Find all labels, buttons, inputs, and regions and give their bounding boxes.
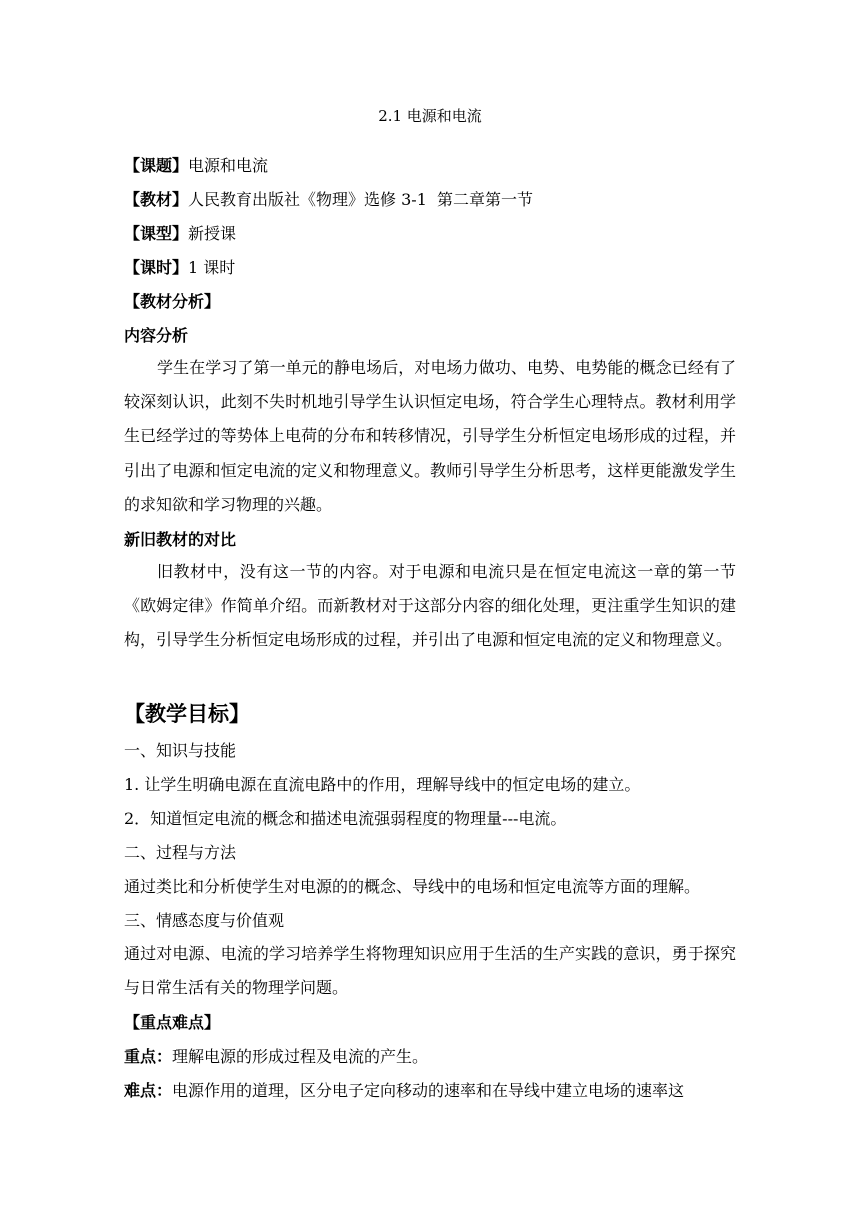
content-analysis-paragraph: 学生在学习了第一单元的静电场后，对电场力做功、电势、电势能的概念已经有了较深刻认识，此刻不失时机地引导学生认识恒定电场，符合学生心理特点。教材利用学生已经学过的等势体上电荷的分布和转移情况，引导学生分析恒定电场形成的过程，并引出了电源和恒定电流的定义和物理意义。教师引导学生分析思考，这样更能激发学生的求知欲和学习物理的兴趣。 [124,358,736,514]
key-point-label: 重点： [124,1047,173,1066]
analysis-heading: 【教材分析】 [124,292,221,311]
knowledge-item-1: 1. 让学生明确电源在直流电路中的作用，理解导线中的恒定电场的建立。 [124,775,641,794]
knowledge-heading: 一、知识与技能 [124,741,237,760]
textbook-line [124,190,738,210]
process-text: 通过类比和分析使学生对电源的的概念、导线中的电场和恒定电流等方面的理解。 [124,877,701,896]
knowledge-item-2: 2．知道恒定电流的概念和描述电流强弱程度的物理量---电流。 [124,809,567,828]
textbook-label: 【教材】 [124,190,189,209]
topic-value: 电源和电流 [188,156,269,175]
goals-heading: 【教学目标】 [124,701,250,726]
type-line [124,224,738,244]
topic-label: 【课题】 [124,156,189,175]
hours-value: 1 课时 [188,258,236,277]
key-points-heading: 【重点难点】 [124,1013,221,1032]
difficult-point-text: 电源作用的道理，区分电子定向移动的速率和在导线中建立电场的速率这 [172,1081,685,1100]
compare-paragraph: 旧教材中，没有这一节的内容。对于电源和电流只是在恒定电流这一章的第一节《欧姆定律》作简单介绍。而新教材对于这部分内容的细化处理，更注重学生知识的建构，引导学生分析恒定电场形成的过程，并引出了电源和恒定电流的定义和物理意义。 [124,562,736,650]
difficult-point-label: 难点： [124,1081,173,1100]
difficult-point-line [124,1081,738,1101]
process-heading: 二、过程与方法 [124,843,237,862]
content-analysis-heading: 内容分析 [124,326,189,345]
emotion-paragraph: 通过对电源、电流的学习培养学生将物理知识应用于生活的生产实践的意识，勇于探究与日常生活有关的物理学问题。 [124,944,736,998]
compare-heading: 新旧教材的对比 [124,530,237,549]
hours-line [124,258,738,278]
type-value: 新授课 [188,224,237,243]
key-point-line [124,1047,738,1067]
hours-label: 【课时】 [124,258,189,277]
document-title: 2.1 电源和电流 [378,107,482,125]
topic-line [124,156,738,176]
type-label: 【课型】 [124,224,189,243]
textbook-value: 人民教育出版社《物理》选修 3-1 第二章第一节 [188,190,534,209]
emotion-heading: 三、情感态度与价值观 [124,911,285,930]
key-point-text: 理解电源的形成过程及电流的产生。 [172,1047,429,1066]
